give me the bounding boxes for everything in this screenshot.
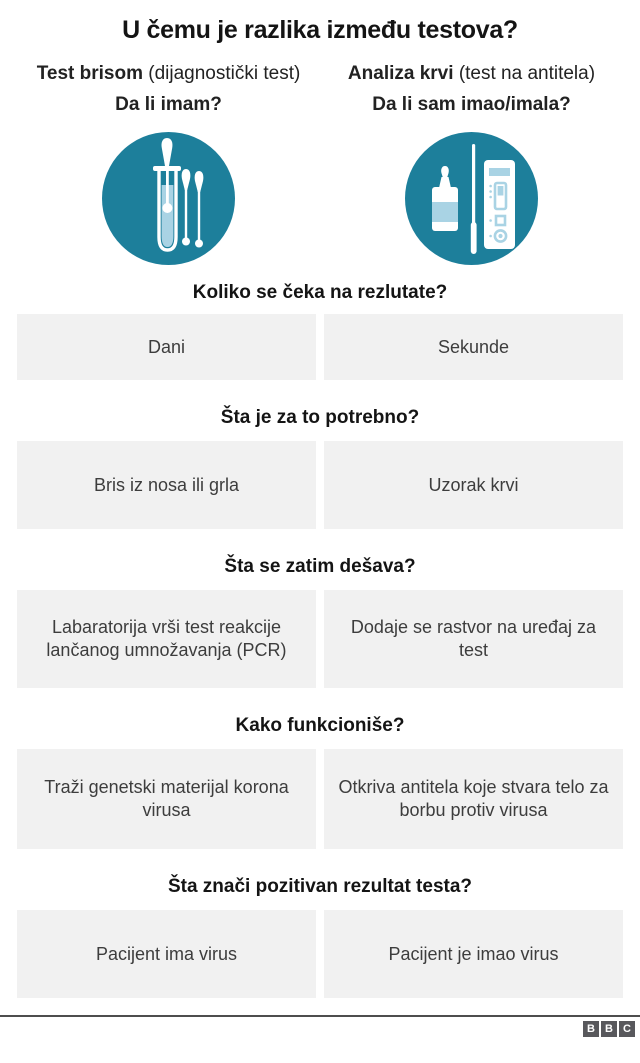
bbc-logo-block-2: B <box>601 1021 617 1037</box>
section-question-positive-result: Šta znači pozitivan rezultat testa? <box>167 876 473 897</box>
answer-box-swab-wait-time: Dani <box>17 314 316 380</box>
column-questions <box>17 94 623 116</box>
answer-box-antibody-positive-result: Pacijent je imao virus <box>324 910 623 998</box>
section-question-next-step: Šta se zatim dešava? <box>224 556 416 577</box>
answer-box-swab-requirements: Bris iz nosa ili grla <box>17 441 316 529</box>
section-row-next-step <box>17 590 623 688</box>
answer-box-antibody-requirements: Uzorak krvi <box>324 441 623 529</box>
swab-test-question: Da li imam? <box>115 94 222 115</box>
section-row-requirements <box>17 441 623 529</box>
column-header-antibody-test <box>320 63 623 85</box>
bbc-logo-block-1: B <box>583 1021 599 1037</box>
section-row-positive-result <box>17 910 623 998</box>
bbc-logo-block-3: C <box>619 1021 635 1037</box>
section-question-how-it-works: Kako funkcioniše? <box>235 715 405 736</box>
swab-test-icon <box>102 132 235 265</box>
swab-test-name: Test brisom <box>36 63 143 84</box>
answer-box-swab-next-step: Labaratorija vrši test reakcije lančanog umnožavanja (PCR) <box>17 590 316 688</box>
antibody-test-icon <box>405 132 538 265</box>
footer-divider <box>0 1015 640 1017</box>
infographic-page <box>0 16 640 1063</box>
answer-box-swab-how-it-works: Traži genetski materijal korona virusa <box>17 749 316 849</box>
answer-box-antibody-next-step: Dodaje se rastvor na uređaj za test <box>324 590 623 688</box>
section-row-how-it-works <box>17 749 623 849</box>
swab-test-name-suffix: (dijagnostički test) <box>148 63 301 84</box>
answer-box-antibody-wait-time: Sekunde <box>324 314 623 380</box>
section-row-wait-time <box>17 314 623 380</box>
column-headers <box>17 63 623 85</box>
antibody-test-question: Da li sam imao/imala? <box>372 94 571 115</box>
antibody-test-name-suffix: (test na antitela) <box>458 63 596 84</box>
bbc-logo <box>0 1021 635 1037</box>
page-title: U čemu je razlika između testova? <box>122 16 518 44</box>
section-question-wait-time: Koliko se čeka na rezlutate? <box>192 282 448 303</box>
section-question-requirements: Šta je za to potrebno? <box>220 407 420 428</box>
answer-box-swab-positive-result: Pacijent ima virus <box>17 910 316 998</box>
test-icons <box>17 132 623 265</box>
antibody-test-name: Analiza krvi <box>347 63 454 84</box>
answer-box-antibody-how-it-works: Otkriva antitela koje stvara telo za borbu protiv virusa <box>324 749 623 849</box>
column-header-swab-test <box>17 63 320 85</box>
